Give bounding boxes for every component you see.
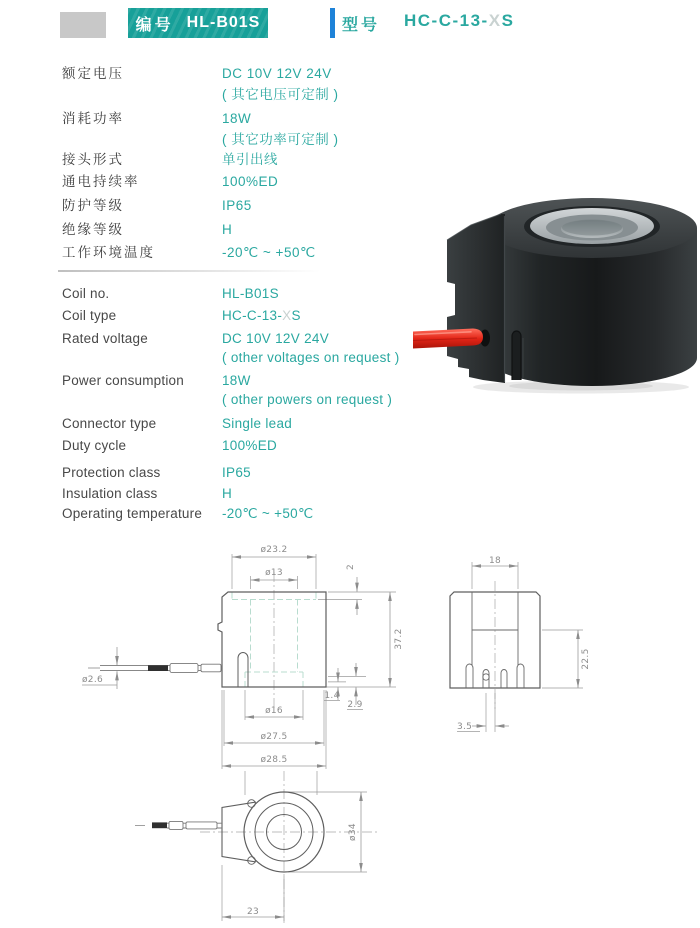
spec-value: 100%ED (222, 174, 279, 189)
dim-label-depth: 2 (346, 563, 356, 571)
spec-value: -20℃ ~ +50℃ (222, 245, 316, 260)
spec-value: 单引出线 (222, 152, 278, 167)
spec-row (62, 195, 252, 216)
dim-label-step-a: 1.4 (324, 691, 340, 701)
code-value: HL-B01S (186, 14, 261, 31)
spec-row (62, 484, 232, 503)
part-number-badge (128, 8, 268, 38)
dim-label-height: 37.2 (394, 628, 404, 650)
spec-value: 100%ED (222, 438, 278, 453)
spec-label: 通电持续率 (62, 174, 140, 189)
lead-wire (135, 821, 222, 829)
dim-label-dia-flange: ø27.5 (260, 732, 288, 742)
front-view-drawing (50, 535, 415, 780)
spec-row (62, 171, 278, 192)
spec-value: -20℃ ~ +50℃ (222, 506, 314, 521)
spec-value: DC 10V 12V 24V (222, 66, 332, 81)
product-photo (413, 190, 700, 396)
coil-outline (218, 592, 326, 687)
bottom-view-drawing (115, 765, 455, 928)
model-x: X (488, 11, 502, 30)
spec-value: Single lead (222, 416, 293, 431)
dimension-lines (82, 557, 390, 766)
lead-wire (88, 663, 222, 672)
spec-label: Power consumption (62, 373, 184, 388)
spec-label: Operating temperature (62, 506, 203, 521)
spec-value: 18W (222, 111, 252, 126)
dim-label-wire-dia: ø2.6 (82, 675, 104, 685)
dim-label-dia-inner: ø16 (265, 706, 283, 716)
spec-value: IP65 (222, 198, 252, 213)
spec-value: 18W (222, 373, 251, 388)
dim-label-slot: 3.5 (457, 722, 473, 732)
spec-label: 防护等级 (62, 198, 124, 213)
spec-note: ( 其它功率可定制 ) (222, 132, 339, 147)
spec-label: Coil no. (62, 286, 110, 301)
dim-label-dia: ø34 (348, 823, 358, 841)
spec-label: Duty cycle (62, 438, 127, 453)
spec-row (62, 242, 316, 263)
spec-value: H (222, 222, 233, 237)
header-gray-box (60, 12, 106, 38)
spec-row (62, 306, 301, 325)
spec-value: H (222, 486, 233, 501)
spec-row (62, 436, 277, 455)
center-lines (200, 771, 377, 923)
spec-row (62, 414, 292, 433)
spec-row (62, 504, 313, 523)
header-blue-divider (330, 8, 335, 38)
dim-label-offset: 23 (246, 907, 260, 917)
spec-note: ( other voltages on request ) (222, 350, 400, 365)
spec-label: 消耗功率 (62, 111, 124, 126)
dimension-lines (457, 566, 578, 732)
spec-value: DC 10V 12V 24V (222, 331, 330, 346)
spec-note: ( 其它电压可定制 ) (222, 87, 339, 102)
spec-label: Rated voltage (62, 331, 148, 346)
spec-label: Insulation class (62, 486, 158, 501)
side-view-drawing (430, 533, 680, 748)
dim-label-height: 22.5 (581, 648, 591, 670)
dim-label-step-b: 2.9 (347, 700, 363, 710)
spec-value: IP65 (222, 465, 251, 480)
spec-label: Protection class (62, 465, 161, 480)
dim-label-dia-top: ø23.2 (260, 545, 288, 555)
spec-row (62, 284, 279, 303)
spec-label: 工作环境温度 (62, 245, 155, 260)
spec-value: HC-C-13-XS (222, 308, 301, 323)
spec-row (62, 63, 339, 105)
spec-label: 接头形式 (62, 152, 124, 167)
dimension-lines (222, 792, 361, 917)
spec-label: 绝缘等级 (62, 222, 124, 237)
spec-row (62, 329, 400, 367)
model-prefix: HC-C-13- (404, 11, 489, 30)
extension-lines (472, 562, 583, 732)
code-label: 编号 (135, 16, 174, 34)
spec-row (62, 108, 339, 150)
dim-label-dia-bore: ø13 (265, 568, 283, 578)
spec-row (62, 371, 392, 409)
spec-label: Coil type (62, 308, 117, 323)
model-suffix: S (501, 11, 515, 30)
dim-label-dia-body: ø28.5 (260, 755, 288, 765)
spec-note: ( other powers on request ) (222, 392, 393, 407)
spec-label: 额定电压 (62, 66, 124, 81)
spec-label: Connector type (62, 416, 157, 431)
section-divider (58, 270, 320, 272)
spec-row (62, 463, 251, 482)
spec-value: HL-B01S (222, 286, 279, 301)
spec-row (62, 219, 232, 240)
model-x: X (282, 308, 292, 323)
model-label: 型号 (342, 17, 381, 34)
model-value (404, 11, 514, 31)
dim-label-width: 18 (488, 556, 502, 566)
spec-row (62, 149, 278, 170)
